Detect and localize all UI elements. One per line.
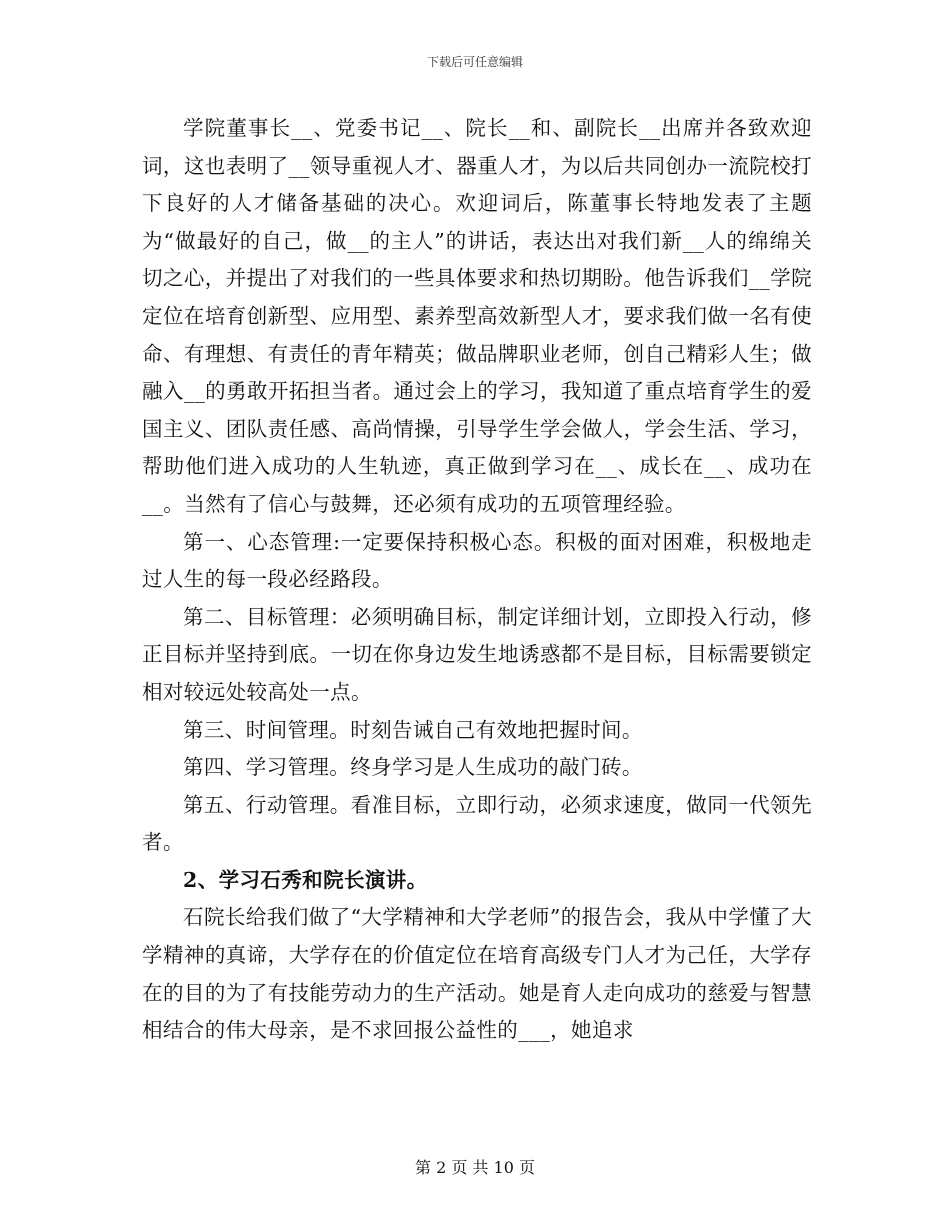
paragraph-welcome: 学院董事长__、党委书记__、院长__和、副院长__出席并各致欢迎词，这也表明了__领导重视人才、器重人才，为以后共同创办一流院校打下良好的人才储备基础的决心。欢迎词后，陈董事长特地发表了主题为“做最好的自己，做__的主人”的讲话，表达出对我们新__人的绵绵关切之心，并提出了对我们的一些具体要求和热切期盼。他告诉我们__学院定位在培育创新型、应用型、素养型高效新型人才，要求我们做一名有使命、有理想、有责任的青年精英；做品牌职业老师，创自己精彩人生；做融入__的勇敢开拓担当者。通过会上的学习，我知道了重点培育学生的爱国主义、团队责任感、高尚情操，引导学生学会做人，学会生活、学习，帮助他们进入成功的人生轨迹，真正做到学习在__、成长在__、成功在__。当然有了信心与鼓舞，还必须有成功的五项管理经验。	[142, 116, 812, 516]
page-header-note: 下载后可任意编辑	[426, 55, 523, 69]
section-heading: 2、学习石秀和院长演讲。	[183, 867, 428, 892]
paragraph-goals: 第二、目标管理：必须明确目标，制定详细计划，立即投入行动，修正目标并坚持到底。一切在你身边发生地诱惑都不是目标，目标需要锁定相对较远处较高处一点。	[142, 604, 812, 704]
paragraph-speech: 石院长给我们做了“大学精神和大学老师”的报告会，我从中学懂了大学精神的真谛，大学存在的价值定位在培育高级专门人才为己任，大学存在的目的为了有技能劳动力的生产活动。她是育人走向成功的慈爱与智慧相结合的伟大母亲，是不求回报公益性的___，她追求	[142, 905, 812, 1043]
paragraph-action: 第五、行动管理。看准目标，立即行动，必须求速度，做同一代领先者。	[142, 792, 812, 855]
paragraph-mindset: 第一、心态管理:一定要保持积极心态。积极的面对困难，积极地走过人生的每一段必经路段。	[142, 529, 812, 592]
document-body	[142, 110, 812, 1050]
page-number-footer: 第 2 页 共 10 页	[415, 1158, 535, 1177]
paragraph-learning: 第四、学习管理。终身学习是人生成功的敲门砖。	[183, 755, 643, 780]
paragraph-time: 第三、时间管理。时刻告诫自己有效地把握时间。	[183, 717, 643, 742]
